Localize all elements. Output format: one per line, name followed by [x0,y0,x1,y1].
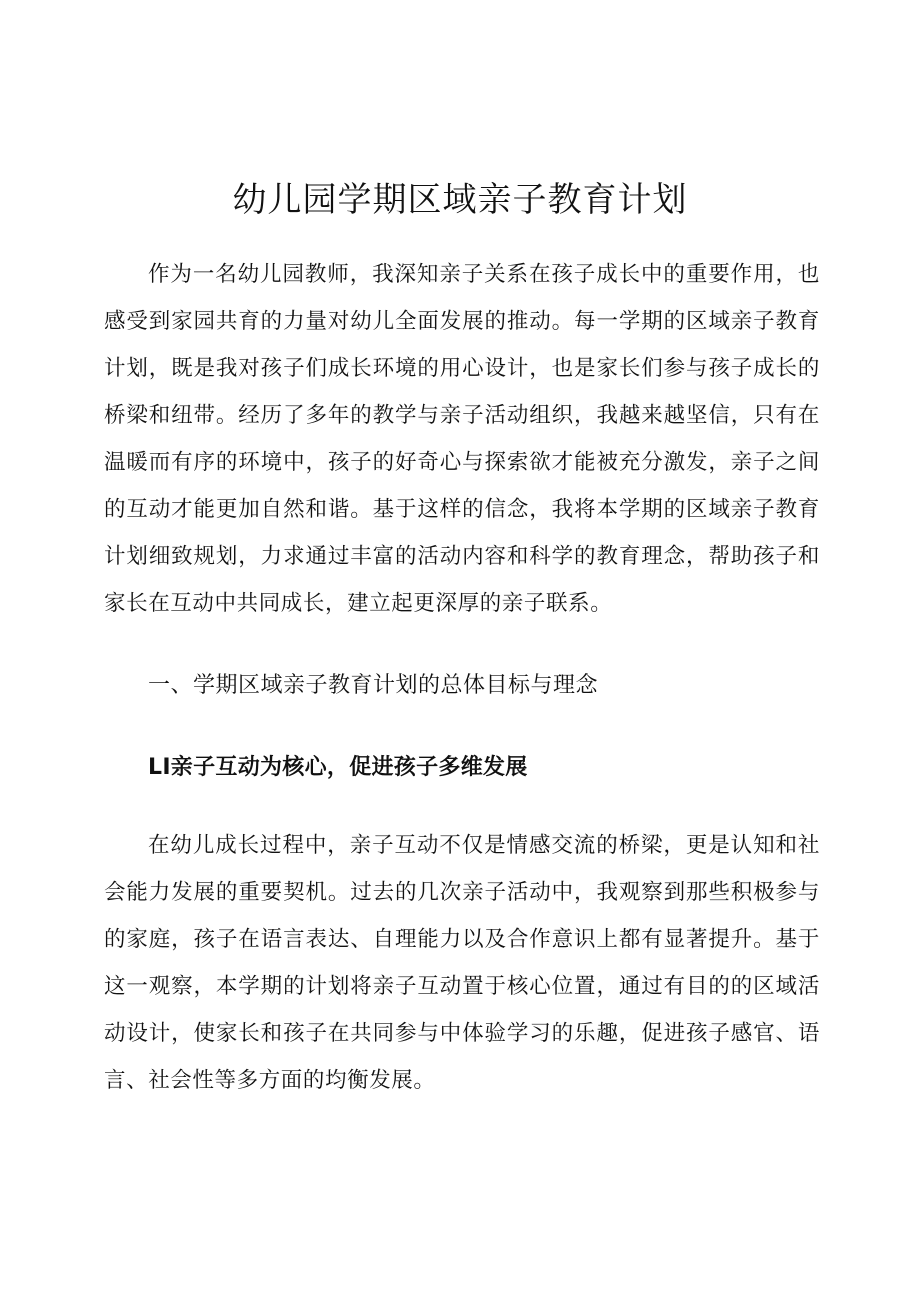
section-heading: 一、学期区域亲子教育计划的总体目标与理念 [148,673,599,698]
intro-paragraph: 作为一名幼儿园教师，我深知亲子关系在孩子成长中的重要作用，也感受到家园共育的力量对幼儿全面发展的推动。每一学期的区域亲子教育计划，既是我对孩子们成长环境的用心设计，也是家长们参与孩子成长的桥梁和纽带。经历了多年的教学与亲子活动组织，我越来越坚信，只有在温暖而有序的环境中，孩子的好奇心与探索欲才能被充分激发，亲子之间的互动才能更加自然和谐。基于这样的信念，我将本学期的区域亲子教育计划细致规划，力求通过丰富的活动内容和科学的教育理念，帮助孩子和家长在互动中共同成长，建立起更深厚的亲子联系。 [104,262,820,616]
subsection-paragraph: 在幼儿成长过程中，亲子互动不仅是情感交流的桥梁，更是认知和社会能力发展的重要契机。过去的几次亲子活动中，我观察到那些积极参与的家庭，孩子在语言表达、自理能力以及合作意识上都有显著提升。基于这一观察，本学期的计划将亲子互动置于核心位置，通过有目的的区域活动设计，使家长和孩子在共同参与中体验学习的乐趣，促进孩子感官、语言、社会性等多方面的均衡发展。 [104,833,820,1093]
document-title: 幼儿园学期区域亲子教育计划 [232,180,688,220]
subsection-heading: LI亲子互动为核心，促进孩子多维发展 [148,755,528,780]
